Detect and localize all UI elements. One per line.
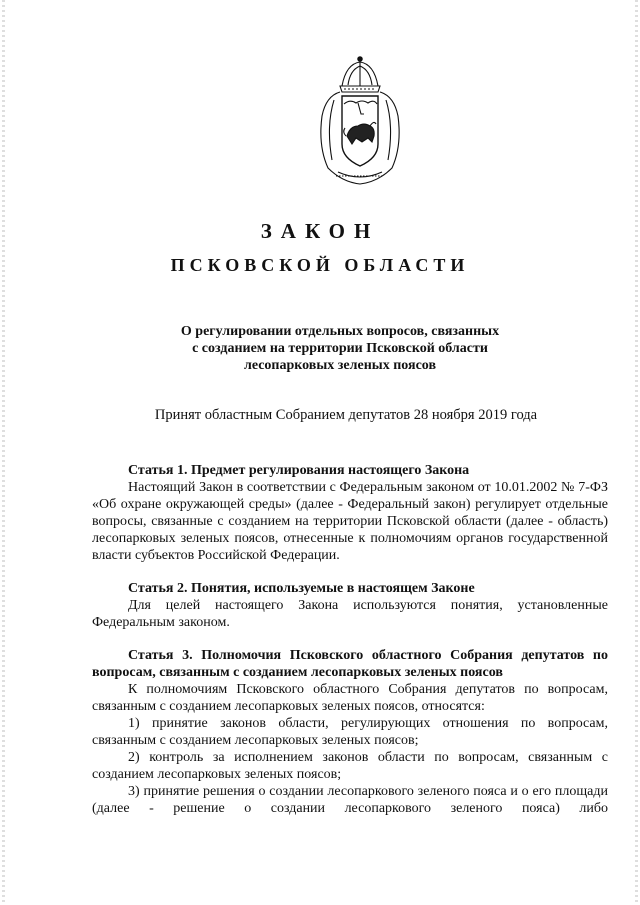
article-2-text: Для целей настоящего Закона используются понятия, установленные Федеральным законом. <box>92 598 608 630</box>
article-3-intro: К полномочиям Псковского областного Собрания депутатов по вопросам, связанным с созданием лесопарковых зеленых поясов, относятся: <box>92 682 608 714</box>
article-1-heading: Статья 1. Предмет регулирования настоящего Закона <box>128 463 470 478</box>
adoption-line: Принят областным Собранием депутатов 28 ноября 2019 года <box>154 407 538 423</box>
document-title: ЗАКОН <box>260 219 380 243</box>
law-topic-line-3: лесопарковых зеленых поясов <box>243 358 437 373</box>
law-topic <box>140 323 540 374</box>
scan-edge-left <box>2 0 5 905</box>
article-3-item-1: 1) принятие законов области, регулирующих отношения по вопросам, связанным с созданием лесопарковых зеленых поясов; <box>92 716 608 748</box>
scan-edge-right <box>635 0 638 905</box>
article-3-item-3: 3) принятие решения о создании лесопаркового зеленого пояса и о его площади (далее - решение о создании лесопаркового зеленого пояса) либо <box>92 784 608 816</box>
law-body <box>92 462 608 817</box>
law-topic-line-1: О регулировании отдельных вопросов, связанных <box>180 324 500 339</box>
pskov-coat-of-arms-icon <box>312 56 408 190</box>
article-3-item-2: 2) контроль за исполнением законов области по вопросам, связанным с созданием лесопарковых зеленых поясов; <box>92 750 608 782</box>
document-subtitle: ПСКОВСКОЙ ОБЛАСТИ <box>170 255 470 275</box>
article-2-heading: Статья 2. Понятия, используемые в настоящем Законе <box>128 581 475 596</box>
article-3-heading: Статья 3. Полномочия Псковского областного Собрания депутатов по вопросам, связанным с созданием лесопарковых зеленых поясов <box>92 648 608 680</box>
law-topic-line-2: с созданием на территории Псковской области <box>192 341 488 356</box>
article-1-text: Настоящий Закон в соответствии с Федеральным законом от 10.01.2002 № 7-ФЗ «Об охране окружающей среды» (далее - Федеральный закон) регулирует отдельные вопросы, связанные с созданием на территории Псковской области (далее - область) лесопарковых зеленых поясов, отнесенные к полномочиям органов государственной власти субъектов Российской Федерации. <box>92 480 608 563</box>
